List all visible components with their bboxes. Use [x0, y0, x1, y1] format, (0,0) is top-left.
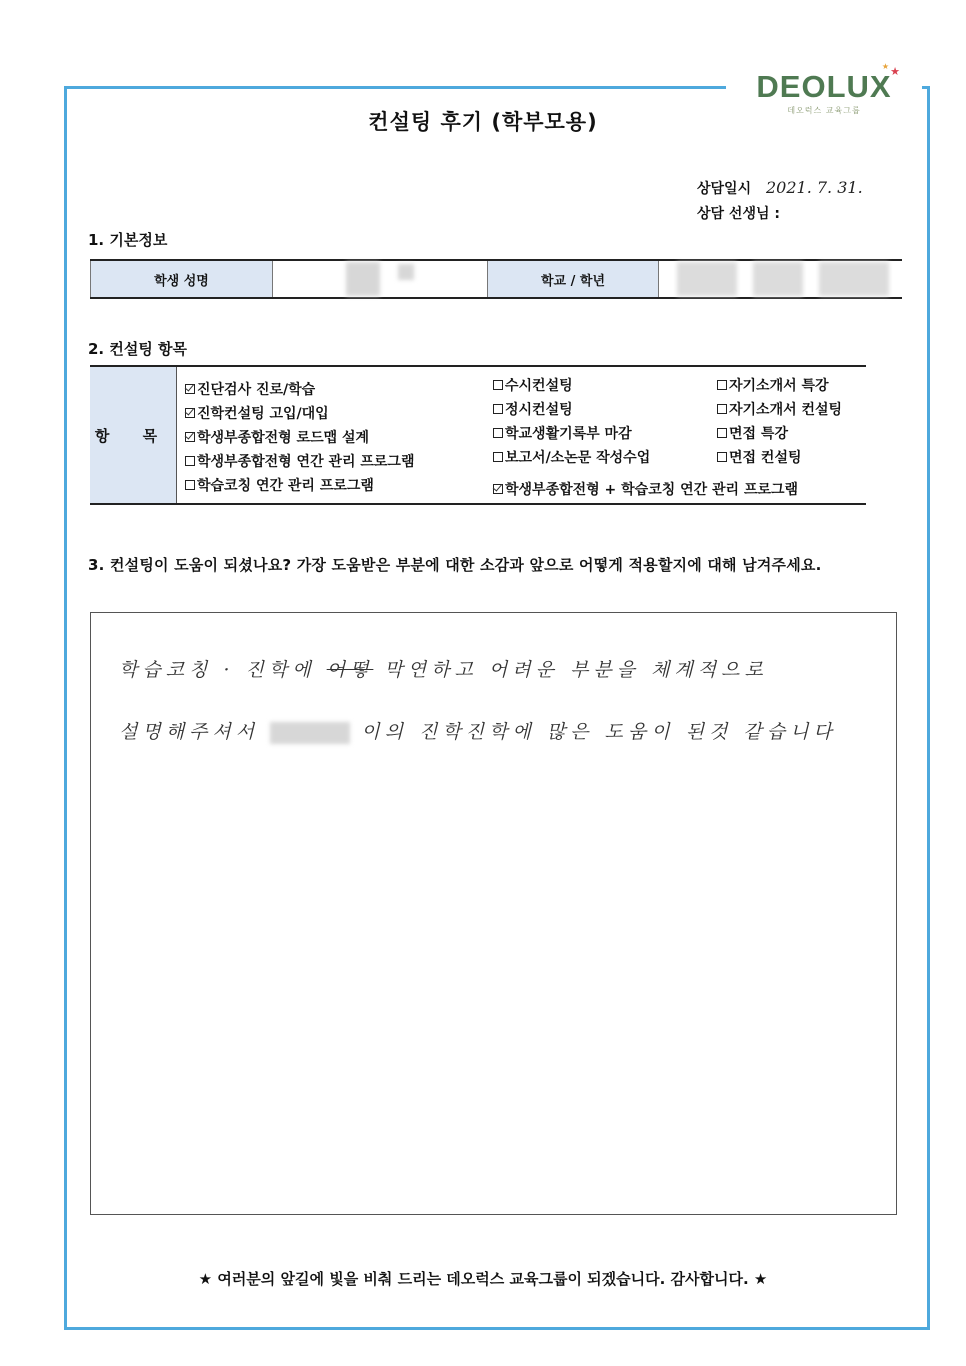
checkbox: [717, 428, 727, 438]
option-interview-consulting: 면접 컨설팅: [717, 447, 802, 467]
option-study-coaching: 학습코칭 연간 관리 프로그램: [185, 475, 374, 495]
student-name-value: [273, 261, 487, 297]
counselor-row: [697, 203, 780, 223]
consult-date-value: 2021. 7. 31.: [765, 178, 863, 197]
option-report-writing: 보고서/소논문 작성수업: [493, 447, 650, 467]
checkbox: [717, 404, 727, 414]
option-interview-lecture: 면접 특강: [717, 423, 788, 443]
feedback-question: 3. 컨설팅이 도움이 되셨나요? 가장 도움받은 부분에 대한 소감과 앞으로 어떻게 적용할지에 대해 남겨주세요.: [88, 556, 822, 574]
checkbox: [717, 380, 727, 390]
star-icon: ★: [890, 65, 900, 78]
option-regular-admission: 정시컨설팅: [493, 399, 573, 419]
handwritten-line-1: 학습코칭 · 진학에 어떻 막연하고 어려운 부분을 체계적으로: [119, 659, 768, 681]
checkbox-checked: [185, 432, 195, 442]
checkbox: [185, 480, 195, 490]
struck-word: 어떻: [326, 659, 374, 681]
footer-message: ★ 여러분의 앞길에 빛을 비춰 드리는 데오럭스 교육그룹이 되겠습니다. 감사합니다. ★: [198, 1270, 768, 1288]
feedback-answer-box: [90, 612, 897, 1215]
option-annual-management: 학생부종합전형 연간 관리 프로그램: [185, 451, 414, 471]
star-icon: ★: [881, 62, 889, 71]
consulting-items-table: [90, 365, 866, 505]
option-school-record: 학교생활기록부 마감: [493, 423, 632, 443]
option-diagnostic-test: 진단검사 진로/학습: [185, 379, 315, 399]
option-essay-consulting: 자기소개서 컨설팅: [717, 399, 842, 419]
items-row-label: 항 목: [90, 367, 177, 503]
consult-date-row: [697, 178, 863, 198]
redacted-block: [753, 262, 803, 296]
section1-heading: 1. 기본정보: [88, 231, 168, 249]
items-options: [177, 367, 866, 503]
school-grade-value: [659, 261, 902, 297]
redacted-block: [398, 264, 414, 280]
basic-info-table: [90, 259, 902, 299]
option-admission-consulting: 진학컨설팅 고입/대입: [185, 403, 329, 423]
consult-date-label: 상담일시: [697, 181, 752, 197]
checkbox: [717, 452, 727, 462]
checkbox-checked: [185, 384, 195, 394]
redacted-block: [346, 262, 380, 296]
checkbox: [493, 380, 503, 390]
checkbox-checked: [185, 408, 195, 418]
student-name-label: 학생 성명: [90, 261, 273, 297]
option-combined-program: 학생부종합전형 + 학습코칭 연간 관리 프로그램: [493, 479, 798, 499]
option-early-admission: 수시컨설팅: [493, 375, 573, 395]
redacted-block: [270, 722, 350, 744]
checkbox: [493, 428, 503, 438]
document-title: 컨설팅 후기 (학부모용): [368, 110, 598, 134]
option-roadmap-design: 학생부종합전형 로드맵 설계: [185, 427, 369, 447]
checkbox: [185, 456, 195, 466]
counselor-label: 상담 선생님 :: [697, 206, 780, 222]
handwritten-line-2: 설명해주셔서 이의 진학진학에 많은 도움이 된것 같습니다: [119, 721, 837, 743]
checkbox: [493, 452, 503, 462]
option-essay-lecture: 자기소개서 특강: [717, 375, 829, 395]
redacted-block: [677, 262, 737, 296]
logo-wordmark: DEOLUX: [756, 69, 892, 104]
redacted-block: [819, 262, 889, 296]
logo-subtitle: 데오럭스 교육그룹: [787, 106, 861, 115]
section2-heading: 2. 컨설팅 항목: [88, 340, 188, 358]
checkbox-checked: [493, 484, 503, 494]
school-grade-label: 학교 / 학년: [487, 261, 659, 297]
checkbox: [493, 404, 503, 414]
